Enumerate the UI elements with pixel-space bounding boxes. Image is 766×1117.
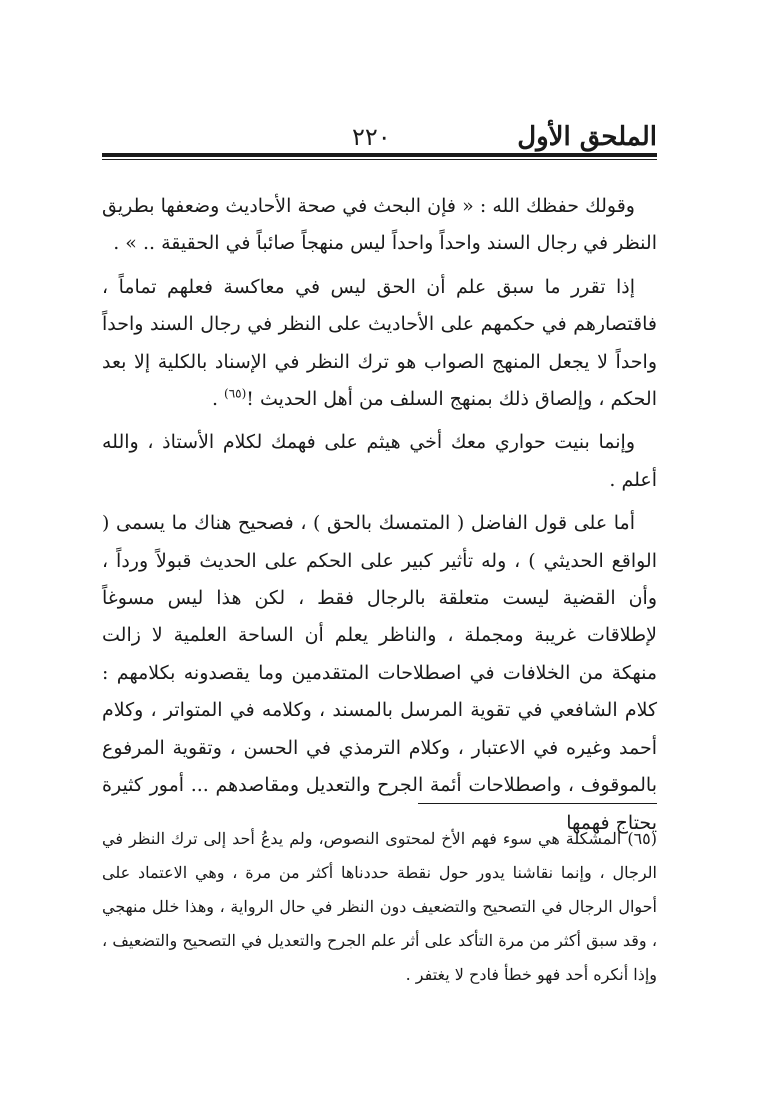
header-rule-thin [102, 159, 657, 160]
paragraph-2-end: . [211, 388, 225, 411]
paragraph-1: وقولك حفظك الله : « فإن البحث في صحة الأحاديث وضعفها بطريق النظر في رجال السند واحداً واحداً ليس منهجاً صائباً في الحقيقة .. » . [102, 195, 657, 255]
page-number: ٢٢٠ [352, 123, 391, 151]
paragraph-2 [102, 269, 657, 419]
running-title: الملحق الأول [517, 122, 657, 152]
footnote-65: (٦٥) المشكلة هي سوء فهم الأخ لمحتوى النصوص، ولم يدعُ أحد إلى ترك النظر في الرجال ، وإنما نقاشنا يدور حول نقطة حددناها أكثر من مرة ، وهي الاعتماد على أحوال الرجال في التصحيح والتضعيف دون النظر في حال الرواية ، وهذا خلل منهجي ، وقد سبق أكثر من مرة التأكد على أثر علم الجرح والتعديل في التصحيح والتضعيف ، وإذا أنكره أحد فهو خطأ فادح لا يغتفر . [102, 829, 658, 984]
header-rule-thick [102, 153, 657, 157]
footnote-separator [418, 803, 657, 804]
paragraph-2-text: إذا تقرر ما سبق علم أن الحق ليس في معاكسة فعلهم تماماً ، فاقتصارهم في حكمهم على الأحاديث على النظر في رجال السند واحداً واحداً لا يجعل المنهج الصواب هو ترك النظر في الإسناد بالكلية إلا بعد الحكم ، وإلصاق ذلك بمنهج السلف من أهل الحديث ! [102, 275, 657, 411]
paragraph-4: أما على قول الفاضل ( المتمسك بالحق ) ، فصحيح هناك ما يسمى ( الواقع الحديثي ) ، وله تأثير كبير على الحكم على الحديث قبولاً ورداً ، وأن القضية ليست متعلقة بالرجال فقط ، لكن هذا ليس مسوغاً لإطلاقات غريبة ومجملة ، والناظر يعلم أن الساحة العلمية لا زالت منهكة من الخلافات في اصطلاحات المتقدمين وما يقصدونه بكلامهم : كلام الشافعي في تقوية المرسل بالمسند ، وكلامه في المتواتر ، وكلام أحمد وغيره في الاعتبار ، وكلام الترمذي في الحسن ، وتقوية المرفوع بالموقوف ، واصطلاحات أئمة الجرح والتعديل ومقاصدهم ... أمور كثيرة يحتاج فهمها [102, 512, 657, 834]
footnote [102, 822, 657, 992]
footnote-reference: (٦٥) [224, 386, 247, 401]
paragraph-3: وإنما بنيت حواري معك أخي هيثم على فهمك لكلام الأستاذ ، والله أعلم . [102, 431, 657, 491]
body-text [102, 188, 657, 848]
